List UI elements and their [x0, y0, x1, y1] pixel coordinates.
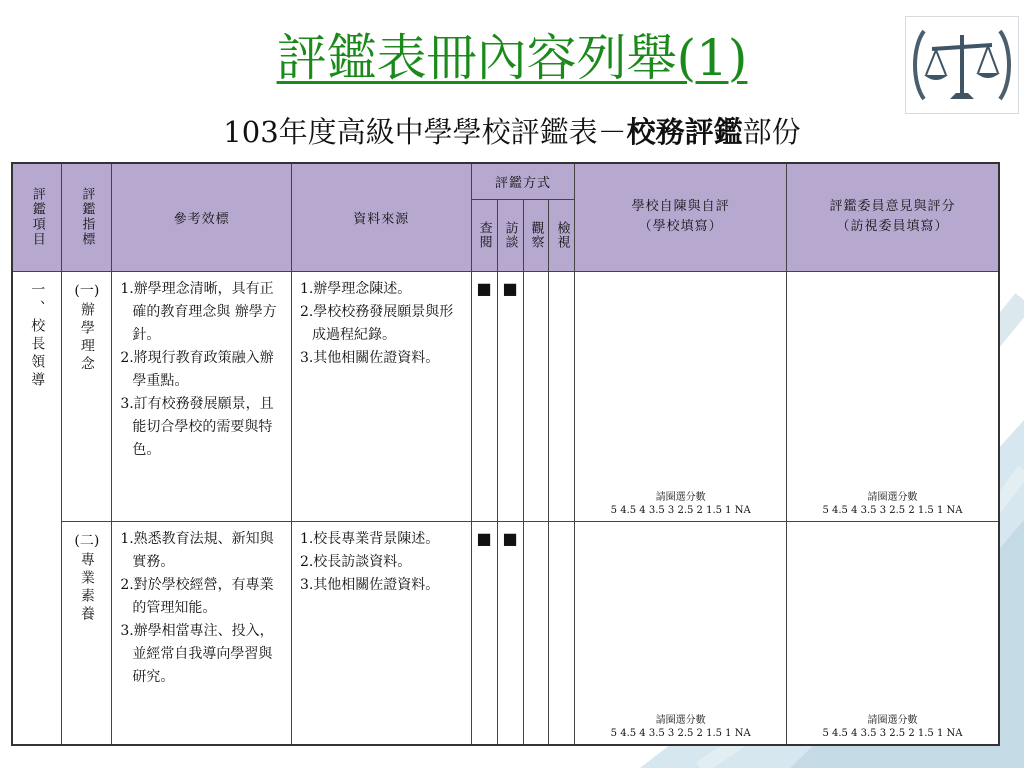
list-item: 1.辦學理念清晰，具有正確的教育理念與 辦學方針。: [120, 280, 277, 343]
source-cell: [291, 271, 471, 521]
source-cell: [291, 521, 471, 745]
header-indicator: 評鑑指標: [62, 163, 112, 271]
header-committee: 評鑑委員意見與評分 （訪視委員填寫）: [786, 163, 999, 271]
page-title: 評鑑表冊內容列舉(1): [276, 29, 748, 87]
list-item: 2.對於學校經營，有專業的管理知能。: [120, 576, 274, 616]
score-label: 請圈選分數: [867, 715, 918, 726]
score-scale[interactable]: 5 4.5 4 3.5 3 2.5 2 1.5 1 NA: [610, 728, 751, 739]
indicator-cell: (一) 辦學理念: [62, 271, 112, 521]
header-item: 評鑑項目: [12, 163, 62, 271]
header-methods: 評鑑方式: [471, 163, 575, 199]
list-item: 1.辦學理念陳述。: [299, 280, 412, 297]
method-checkbox[interactable]: [549, 271, 575, 521]
method-checkbox[interactable]: [523, 521, 549, 745]
list-item: 2.將現行教育政策融入辦學重點。: [120, 349, 274, 389]
score-scale[interactable]: 5 4.5 4 3.5 3 2.5 2 1.5 1 NA: [822, 728, 963, 739]
method-checkbox[interactable]: ■: [471, 271, 497, 521]
list-item: 1.熟悉教育法規、新知與實務。: [120, 530, 274, 570]
table-row: [12, 521, 999, 745]
list-item: 3.其他相關佐證資料。: [299, 349, 440, 366]
reference-cell: [112, 521, 292, 745]
header-source: 資料來源: [291, 163, 471, 271]
logo: [905, 16, 1019, 114]
method-checkbox[interactable]: ■: [497, 521, 523, 745]
committee-cell[interactable]: [786, 271, 999, 521]
method-checkbox[interactable]: ■: [497, 271, 523, 521]
scales-of-justice-icon: [906, 17, 1018, 113]
committee-cell[interactable]: [786, 521, 999, 745]
method-checkbox[interactable]: [523, 271, 549, 521]
table-row: [12, 271, 999, 521]
score-label: 請圈選分數: [655, 491, 706, 503]
list-item: 3.訂有校務發展願景，且能切合學校的需要與特色。: [120, 395, 274, 458]
header-reference: 參考效標: [112, 163, 292, 271]
header-method-review: 查閱: [471, 199, 497, 271]
score-scale[interactable]: 5 4.5 4 3.5 3 2.5 2 1.5 1 NA: [822, 504, 963, 516]
header-self-eval: 學校自陳與自評 （學校填寫）: [575, 163, 786, 271]
list-item: 3.辦學相當專注、投入，並經常自我導向學習與研究。: [120, 622, 274, 685]
method-checkbox[interactable]: ■: [471, 521, 497, 745]
header-method-observe: 觀察: [523, 199, 549, 271]
page-subtitle: 103年度高級中學學校評鑑表－校務評鑑部份: [223, 115, 801, 149]
header-method-interview: 訪談: [497, 199, 523, 271]
header-method-inspect: 檢視: [549, 199, 575, 271]
evaluation-table: [11, 162, 1000, 746]
reference-cell: [112, 271, 292, 521]
score-scale[interactable]: 5 4.5 4 3.5 3 2.5 2 1.5 1 NA: [610, 504, 751, 516]
method-checkbox[interactable]: [549, 521, 575, 745]
score-label: 請圈選分數: [655, 715, 706, 726]
self-eval-cell[interactable]: [575, 271, 786, 521]
indicator-cell: (二) 專業素養: [62, 521, 112, 745]
list-item: 1.校長專業背景陳述。: [299, 530, 440, 547]
list-item: 3.其他相關佐證資料。: [299, 576, 440, 593]
category-cell: 一、校長領導: [12, 271, 62, 745]
score-label: 請圈選分數: [867, 491, 918, 503]
list-item: 2.學校校務發展願景與形成過程紀錄。: [299, 303, 454, 343]
list-item: 2.校長訪談資料。: [299, 553, 412, 570]
self-eval-cell[interactable]: [575, 521, 786, 745]
